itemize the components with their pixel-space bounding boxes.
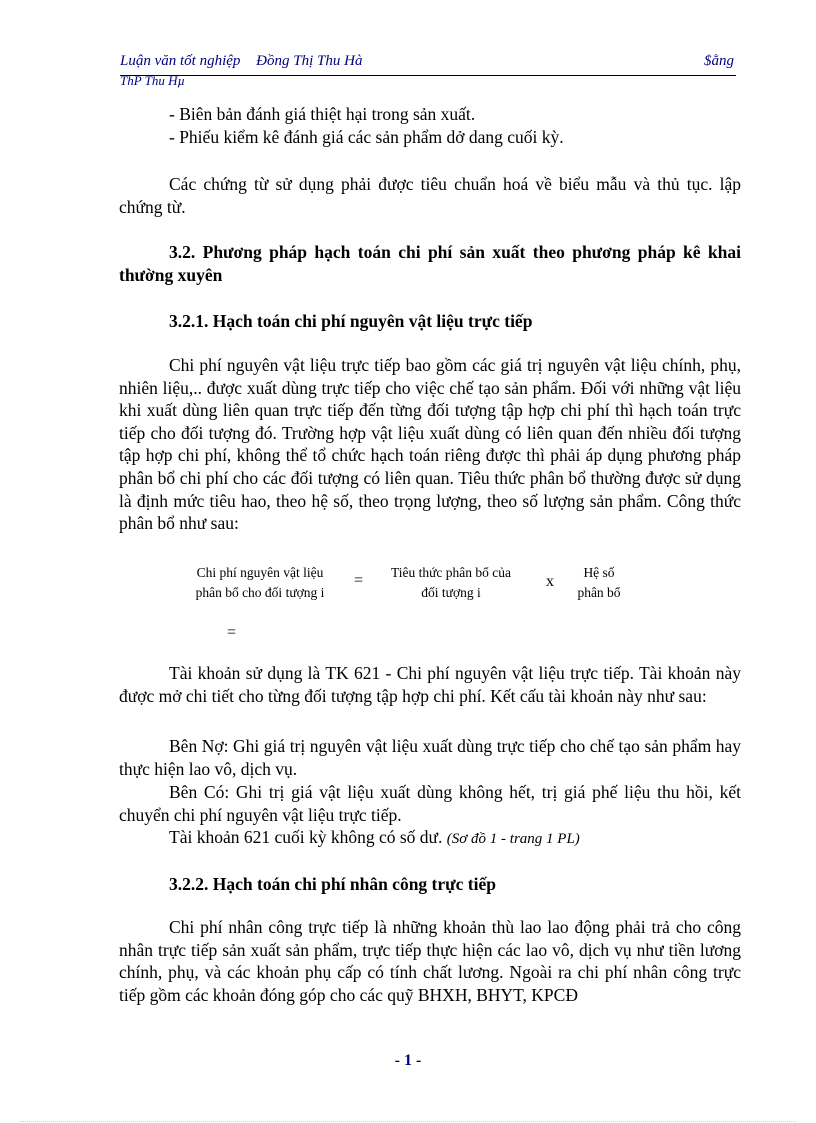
- formula-lhs-line1: Chi phí nguyên vật liệu: [196, 565, 324, 580]
- header-left: [120, 53, 362, 70]
- paragraph-nhan-cong: Chi phí nhân công trực tiếp là những khoản thù lao lao động phải trả cho công nhân trực tiếp sản xuất sản phẩm, trực tiếp thực hiện các lao vô, dịch vụ như tiền lương chính, phụ, và các khoản phụ cấp có tính chất lương. Ngoài ra chi phí nhân công trực tiếp gồm các khoản đóng góp cho các quỹ BHXH, BHYT, KPCĐ: [119, 917, 741, 1005]
- paragraph-ben-no: Bên Nợ: Ghi giá trị nguyên vật liệu xuất dùng trực tiếp cho chế tạo sản phẩm hay thực hiện lao vô, dịch vụ.: [119, 736, 741, 779]
- header-right: $ằng: [704, 53, 734, 69]
- paragraph-chung-tu: Các chứng từ sử dụng phải được tiêu chuẩn hoá về biểu mẫu và thủ tục. lập chứng từ.: [119, 174, 741, 217]
- formula-rhs-line1: Hệ số: [583, 565, 615, 580]
- page-bottom-divider: [20, 1121, 796, 1122]
- formula-rhs: [565, 563, 633, 603]
- page-header: [120, 53, 736, 89]
- formula-equals-2: =: [227, 624, 237, 641]
- formula-mid-line2: đối tượng i: [421, 585, 481, 600]
- header-author: Đồng Thị Thu Hà: [256, 53, 363, 69]
- page-number: - 1 -: [394, 1052, 422, 1069]
- formula-rhs-line2: phân bổ: [577, 585, 621, 600]
- bullet-list: [119, 103, 741, 148]
- paragraph-cuoi-ky: [119, 826, 741, 851]
- heading-3-2: 3.2. Phương pháp hạch toán chi phí sản xuất theo phương pháp kê khai thường xuyên: [119, 242, 741, 285]
- bullet-item: - Phiếu kiểm kê đánh giá các sản phẩm dở dang cuối kỳ.: [169, 126, 564, 147]
- paragraph-ben-co: Bên Có: Ghi trị giá vật liệu xuất dùng không hết, trị giá phế liệu thu hồi, kết chuyển chi phí nguyên vật liệu trực tiếp.: [119, 782, 741, 825]
- bullet-item: - Biên bản đánh giá thiệt hại trong sản xuất.: [169, 104, 476, 124]
- cuoi-ky-note: (Sơ đồ 1 - trang 1 PL): [446, 831, 580, 847]
- heading-3-2-1: 3.2.1. Hạch toán chi phí nguyên vật liệu trực tiếp: [169, 311, 533, 331]
- formula-times: x: [546, 573, 554, 590]
- formula-middle: [376, 563, 526, 603]
- formula-mid-line1: Tiêu thức phân bổ của: [390, 565, 512, 580]
- heading-3-2-2: 3.2.2. Hạch toán chi phí nhân công trực tiếp: [169, 874, 496, 894]
- formula-lhs-line2: phân bổ cho đối tượng i: [195, 585, 325, 600]
- cuoi-ky-text: Tài khoản 621 cuối kỳ không có số dư.: [169, 827, 443, 847]
- formula-equals: =: [354, 572, 364, 589]
- paragraph-tk621: Tài khoản sử dụng là TK 621 - Chi phí nguyên vật liệu trực tiếp. Tài khoản này được mở chi tiết cho từng đối tượng tập hợp chi phí. Kết cấu tài khoản này như sau:: [119, 663, 741, 706]
- header-title: Luận văn tốt nghiệp: [120, 53, 241, 69]
- paragraph-nguyen-vat-lieu: Chi phí nguyên vật liệu trực tiếp bao gồm các giá trị nguyên vật liệu chính, phụ, nhiên liệu,.. được xuất dùng trực tiếp cho việc chế tạo sản phẩm. Đối với những vật liệu khi xuất dùng liên quan trực tiếp đến từng đối tượng tập hợp chi phí thì hạch toán trực tiếp cho đối tượng đó. Trường hợp vật liệu xuất dùng có liên quan đến nhiều đối tượng tập hợp chi phí, không thể tổ chức hạch toán riêng được thì phải áp dụng phương pháp phân bổ chi phí cho các đối tượng có liên quan. Tiêu thức phân bổ thường được sử dụng là định mức tiêu hao, theo hệ số, theo trọng lượng, theo số lượng sản phẩm. Công thức phân bổ như sau:: [119, 355, 741, 534]
- header-rule: [120, 75, 736, 76]
- header-subtitle: ThP Thu Hµ: [120, 73, 186, 88]
- formula-lhs: [180, 563, 340, 603]
- allocation-formula: [180, 563, 650, 613]
